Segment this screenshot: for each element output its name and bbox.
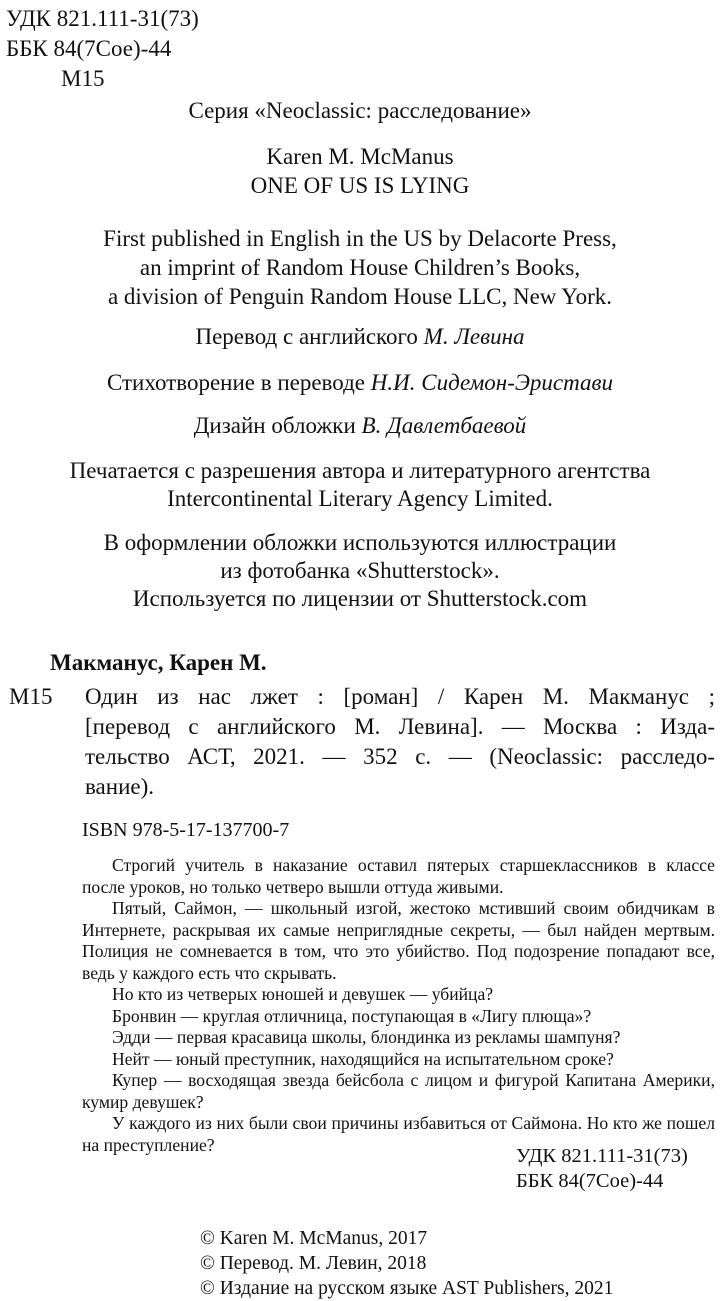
catalog-heading: Макманус, Карен М. [50, 650, 267, 675]
series-line: Серия «Neoclassic: расследование» [188, 98, 532, 123]
catalog-line: Один из нас лжет : [роман] / Карен М. Макманус ; [85, 684, 715, 709]
original-title: ONE OF US IS LYING [250, 173, 470, 198]
illustrations-line: из фотобанка «Shutterstock». [220, 558, 500, 583]
annotation-paragraph: Строгий учитель в наказание оставил пятерых старшеклассников в классе после уроков, но только четверо вышли оттуда живыми. [82, 855, 715, 897]
translation-label: Перевод с английского [195, 324, 424, 349]
permission-line: Печатается с разрешения автора и литературного агентства [69, 458, 651, 483]
copyright-line: © Karen M. McManus, 2017 [200, 1228, 428, 1249]
classification-codes-bottom [516, 1144, 688, 1194]
bbk-code: ББК 84(7Сое)-44 [6, 36, 172, 61]
design-label: Дизайн обложки [193, 413, 362, 438]
annotation-paragraph: Но кто из четверых юношей и девушек — убийца? [112, 984, 494, 1004]
author-sign: М15 [61, 66, 105, 91]
original-author: Karen M. McManus [266, 144, 454, 169]
catalog-line: вание). [85, 774, 154, 799]
translator-name: М. Левина [423, 324, 525, 349]
poem-translator-name: Н.И. Сидемон-Эристави [370, 370, 614, 395]
copyright-block [200, 1226, 613, 1301]
publisher-note-line: a division of Penguin Random House LLC, New York. [107, 284, 613, 309]
annotation-paragraph: Эдди — первая красавица школы, блондинка из рекламы шампуня? [112, 1027, 621, 1047]
translation-credit [0, 322, 720, 352]
publisher-note-line: an imprint of Random House Children’s Books, [139, 255, 581, 280]
illustrations-line: В оформлении обложки используются иллюстрации [103, 530, 617, 555]
udk-code: УДК 821.111-31(73) [516, 1145, 688, 1167]
poem-credit [0, 368, 720, 398]
annotation-paragraph: Нейт — юный преступник, находящийся на испытательном сроке? [112, 1048, 614, 1069]
annotation-paragraph: Пятый, Саймон, — школьный изгой, жестоко мстивший своим обидчикам в Интернете, раскрывая их самые неприглядные секреты, — был найден мертвым. Полиция не сомневается в том, что это убийство. Под подозрение попадают все, ведь у каждого есть что скрывать. [82, 898, 715, 983]
catalog-sign: М15 [9, 684, 53, 709]
catalog-line: тельство АСТ, 2021. — 352 с. — (Neoclassic: расследо- [85, 744, 715, 769]
copyright-line: © Перевод. М. Левин, 2018 [200, 1253, 427, 1274]
catalog-line: [перевод с английского М. Левина]. — Москва : Изда- [85, 714, 715, 739]
annotation-paragraph: Бронвин — круглая отличница, поступающая в «Лигу плюща»? [112, 1005, 592, 1026]
annotation-paragraph: У каждого из них были свои причины избавиться от Саймона. Но кто же пошел на преступление? [82, 1113, 715, 1155]
designer-name: В. Давлетбаевой [361, 413, 527, 438]
classification-codes-top [6, 4, 199, 94]
isbn: ISBN 978-5-17-137700-7 [82, 819, 290, 841]
bbk-code: ББК 84(7Сое)-44 [516, 1170, 664, 1192]
publisher-note-line: First published in English in the US by Delacorte Press, [103, 226, 617, 251]
copyright-line: © Издание на русском языке AST Publishers, 2021 [200, 1278, 614, 1299]
udk-code: УДК 821.111-31(73) [6, 6, 199, 31]
annotation [82, 855, 715, 1156]
design-credit [0, 411, 720, 441]
poem-label: Стихотворение в переводе [106, 370, 371, 395]
catalog-body-cont [85, 712, 715, 802]
permission-line: Intercontinental Literary Agency Limited. [167, 486, 553, 511]
catalog-body [85, 682, 715, 712]
illustrations-line: Используется по лицензии от Shutterstock.com [132, 586, 588, 611]
annotation-paragraph: Купер — восходящая звезда бейсбола с лицом и фигурой Капитана Америки, кумир девушек? [82, 1070, 715, 1112]
